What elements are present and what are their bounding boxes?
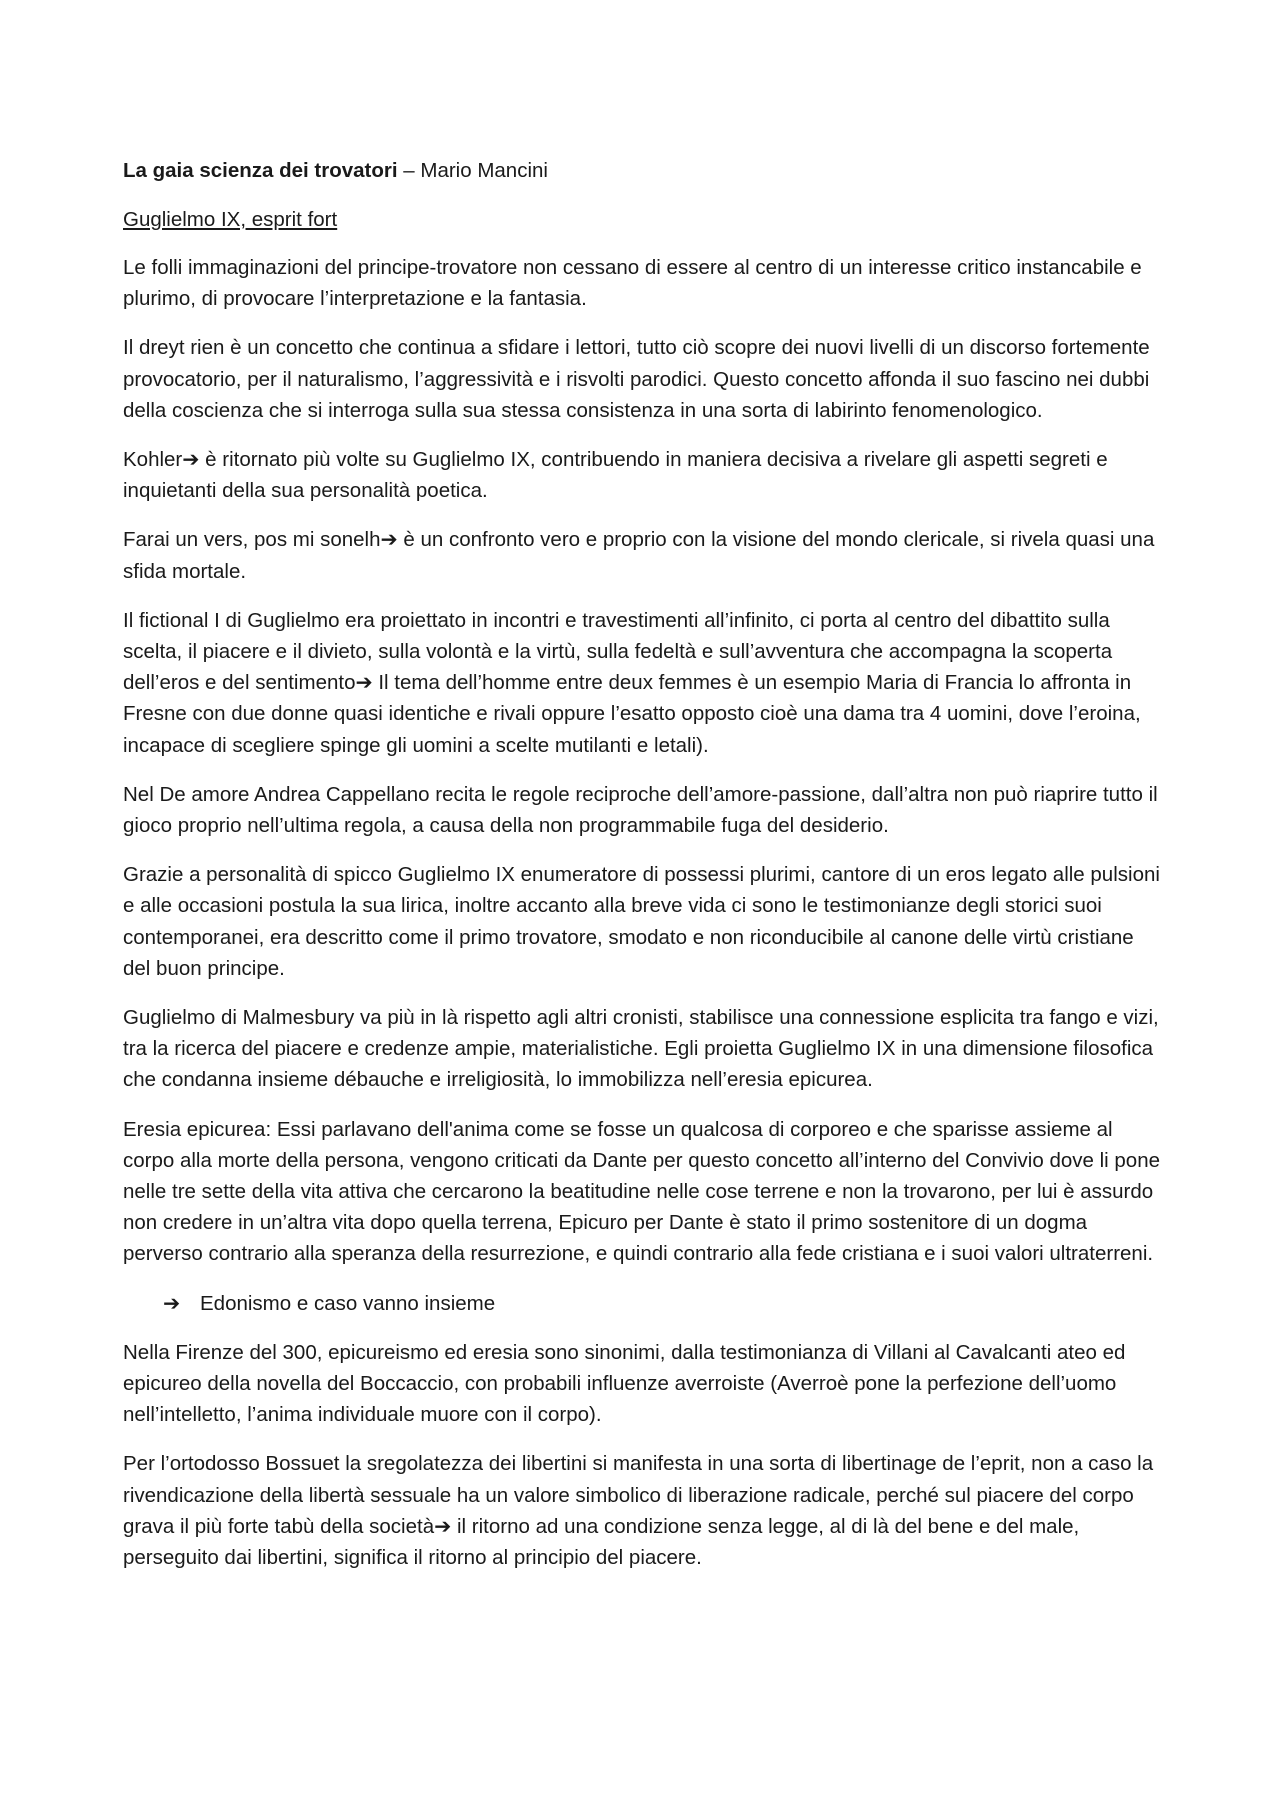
paragraph-1: Le folli immaginazioni del principe-trovatore non cessano di essere al centro di un interesse critico instancabile e plurimo, di provocare l’interpretazione e la fantasia. bbox=[123, 256, 1142, 311]
title-author: – Mario Mancini bbox=[397, 159, 548, 182]
arrow-right-icon: ➔ bbox=[182, 448, 200, 472]
section-heading: Guglielmo IX, esprit fort bbox=[123, 208, 338, 231]
paragraph-4-rest: è un confronto vero e proprio con la visione del mondo clericale, si rivela quasi una sfida mortale. bbox=[123, 528, 1155, 583]
paragraph-5 bbox=[123, 605, 1160, 761]
bullet-item bbox=[163, 1288, 1160, 1319]
paragraph-3 bbox=[123, 444, 1160, 506]
paragraph-11 bbox=[123, 1448, 1160, 1573]
paragraph-5-lead: Il fictional I di Guglielmo era proiettato in incontri e travestimenti all’infinito, ci porta al centro del dibattito sulla scelta, il piacere e il divieto, sulla volontà e la virtù, sulla fedeltà e sull’avventura che accompagna la scoperta dell’eros e del sentimento bbox=[123, 608, 1113, 695]
paragraph-2: Il dreyt rien è un concetto che continua a sfidare i lettori, tutto ciò scopre dei nuovi livelli di un discorso fortemente provocatorio, per il naturalismo, l’aggressività e i risvolti parodici. Questo concetto affonda il suo fascino nei dubbi della coscienza che si interroga sulla sua stessa consistenza in una sorta di labirinto fenomenologico. bbox=[123, 336, 1150, 422]
paragraph-5-rest: Il tema dell’homme entre deux femmes è un esempio Maria di Francia lo affronta in Fresne con due donne quasi identiche e rivali oppure l’esatto opposto cioè una dama tra 4 uomini, dove l’eroina, incapace di scegliere spinge gli uomini a scelte mutilanti e letali). bbox=[123, 671, 1141, 757]
title-bold: La gaia scienza dei trovatori bbox=[123, 159, 398, 182]
paragraph-4-lead: Farai un vers, pos mi sonelh bbox=[123, 528, 381, 552]
document-title bbox=[123, 155, 1160, 186]
paragraph-9: Eresia epicurea: Essi parlavano dell'anima come se fosse un qualcosa di corporeo e che sparisse assieme al corpo alla morte della persona, vengono criticati da Dante per questo concetto all’interno del Convivio dove li pone nelle tre sette della vita attiva che cercarono la beatitudine nelle cose terrene e non la trovarono, per lui è assurdo non credere in un’altra vita dopo quella terrena, Epicuro per Dante è stato il primo sostenitore di un dogma perverso contrario alla speranza della resurrezione, e quindi contrario alla fede cristiana e i suoi valori ultraterreni. bbox=[123, 1117, 1161, 1266]
arrow-right-icon: ➔ bbox=[355, 671, 373, 695]
arrow-right-icon: ➔ bbox=[434, 1514, 452, 1538]
paragraph-6: Nel De amore Andrea Cappellano recita le regole reciproche dell’amore-passione, dall’altra non può riaprire tutto il gioco proprio nell’ultima regola, a causa della non programmabile fuga del desiderio. bbox=[123, 782, 1158, 838]
paragraph-7: Grazie a personalità di spicco Guglielmo IX enumeratore di possessi plurimi, cantore di un eros legato alle pulsioni e alle occasioni postula la sua lirica, inoltre accanto alla breve vida ci sono le testimonianze degli storici suoi contemporanei, era descritto come il primo trovatore, smodato e non riconducibile al canone delle virtù cristiane del buon principe. bbox=[123, 863, 1160, 980]
paragraph-11-lead: Per l’ortodosso Bossuet la sregolatezza dei libertini si manifesta in una sorta di libertinage de l’eprit, non a caso la rivendicazione della libertà sessuale ha un valore simbolico di liberazione radicale, perché sul piacere del corpo grava il più forte tabù della società bbox=[123, 1452, 1154, 1538]
paragraph-3-rest: è ritornato più volte su Guglielmo IX, contribuendo in maniera decisiva a rivelare gli aspetti segreti e inquietanti della sua personalità poetica. bbox=[123, 448, 1108, 503]
arrow-bullet-icon: ➔ bbox=[163, 1291, 181, 1315]
paragraph-3-lead: Kohler bbox=[123, 448, 183, 472]
paragraph-8: Guglielmo di Malmesbury va più in là rispetto agli altri cronisti, stabilisce una connessione esplicita tra fango e vizi, tra la ricerca del piacere e credenze ampie, materialistiche. Egli proietta Guglielmo IX in una dimensione filosofica che condanna insieme débauche e irreligiosità, lo immobilizza nell’eresia epicurea. bbox=[123, 1006, 1159, 1092]
paragraph-11-rest: il ritorno ad una condizione senza legge, al di là del bene e del male, perseguito dai libertini, significa il ritorno al principio del piacere. bbox=[123, 1514, 1080, 1569]
paragraph-10: Nella Firenze del 300, epicureismo ed eresia sono sinonimi, dalla testimonianza di Villani al Cavalcanti ateo ed epicureo della novella del Boccaccio, con probabili influenze averroiste (Averroè pone la perfezione dell’uomo nell’intelletto, l’anima individuale muore con il corpo). bbox=[123, 1340, 1126, 1427]
arrow-right-icon: ➔ bbox=[380, 528, 398, 552]
paragraph-4 bbox=[123, 524, 1160, 586]
bullet-text: Edonismo e caso vanno insieme bbox=[200, 1291, 496, 1315]
